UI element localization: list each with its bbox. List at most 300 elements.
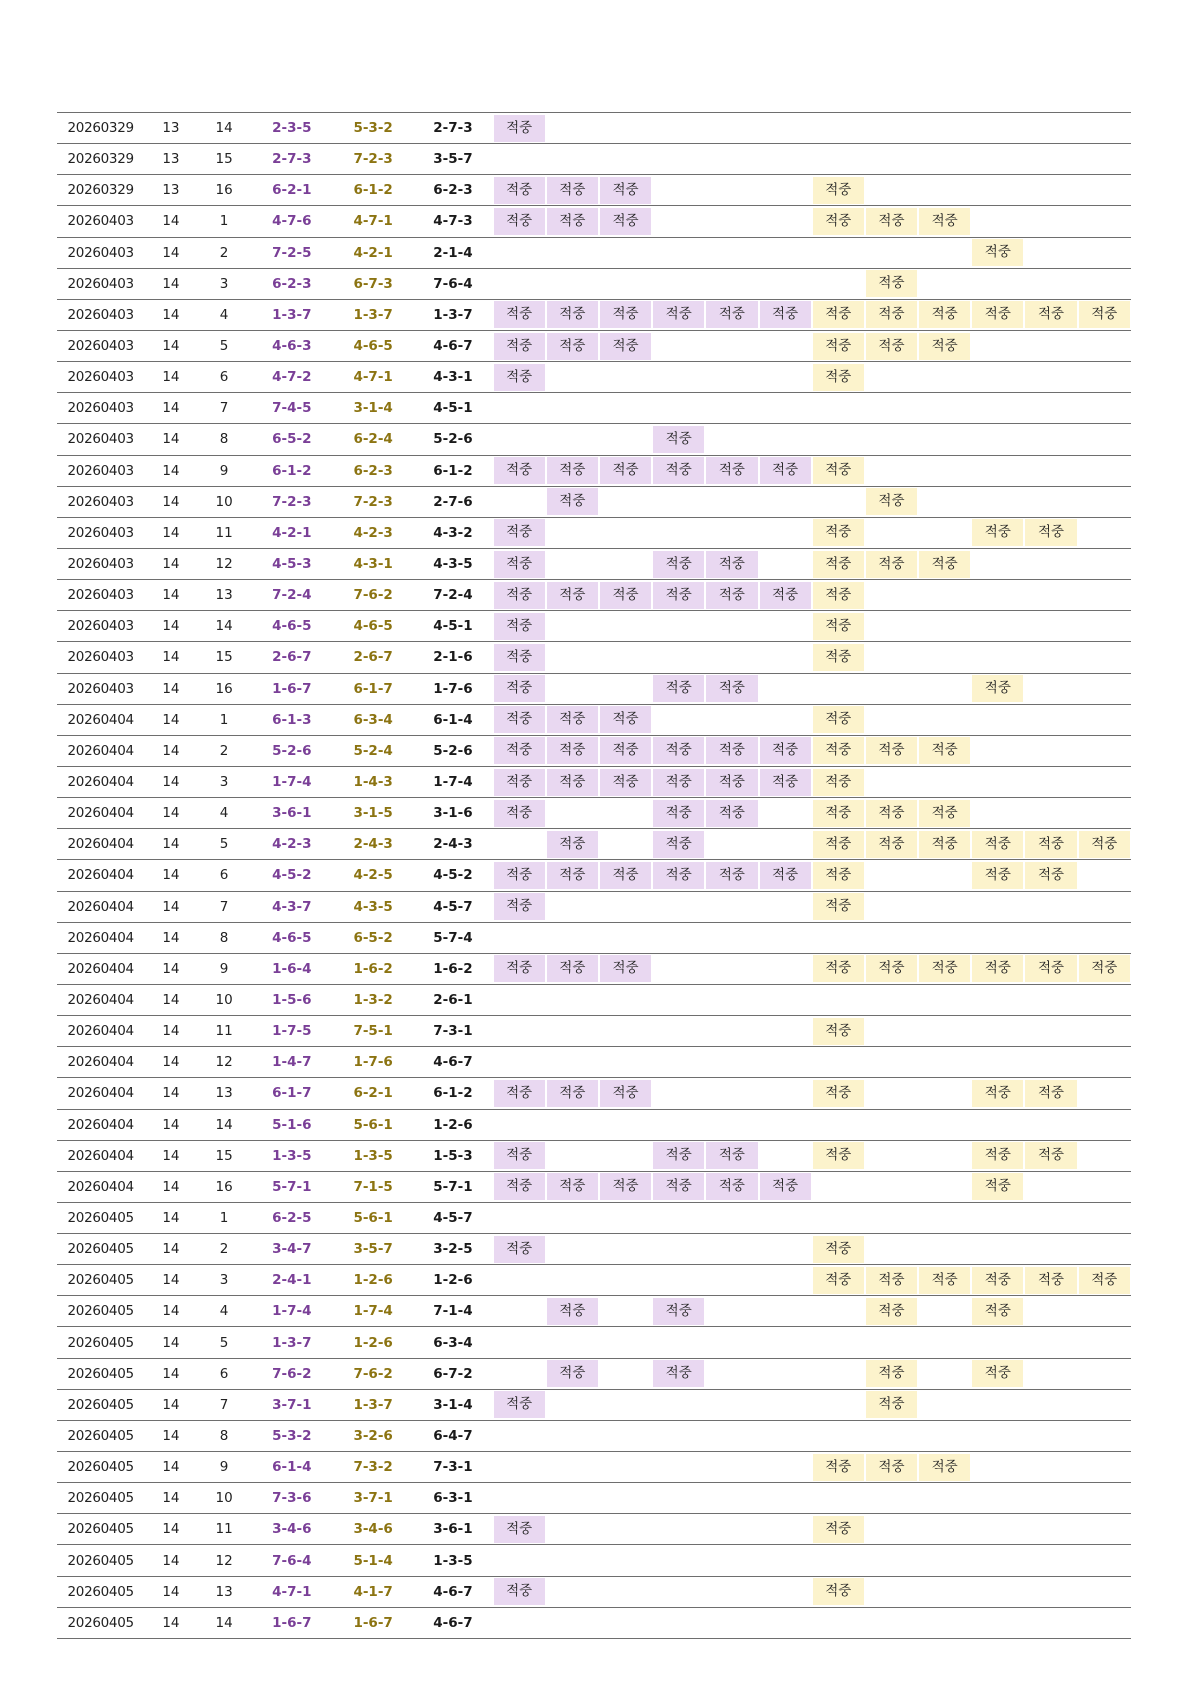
hit-cell xyxy=(1078,206,1131,237)
hit-cell xyxy=(599,517,652,548)
hit-cell xyxy=(971,486,1024,517)
table-row xyxy=(57,1296,1131,1327)
combo-b-cell: 4-2-1 xyxy=(333,237,413,268)
round-cell: 14 xyxy=(144,673,197,704)
hit-cell xyxy=(759,268,812,299)
hit-cell xyxy=(1024,1545,1077,1576)
hit-badge: 적중 xyxy=(866,1360,917,1387)
hit-cell xyxy=(546,237,599,268)
hit-badge: 적중 xyxy=(760,737,811,764)
hit-cell xyxy=(759,424,812,455)
hit-cell xyxy=(599,1576,652,1607)
date-cell: 20260404 xyxy=(57,735,144,766)
hit-cell xyxy=(1024,486,1077,517)
hit-cell xyxy=(971,580,1024,611)
hit-cell xyxy=(493,1234,546,1265)
hit-badge: 적중 xyxy=(494,115,545,142)
date-cell: 20260404 xyxy=(57,922,144,953)
hit-badge: 적중 xyxy=(494,301,545,328)
hit-cell xyxy=(1078,1420,1131,1451)
hit-cell xyxy=(546,1420,599,1451)
hit-cell xyxy=(599,175,652,206)
combo-a-cell: 5-1-6 xyxy=(251,1109,333,1140)
hit-cell xyxy=(865,1234,918,1265)
combo-a-cell: 5-7-1 xyxy=(251,1171,333,1202)
hit-cell xyxy=(865,953,918,984)
table-row xyxy=(57,953,1131,984)
hit-cell xyxy=(1078,175,1131,206)
hit-badge: 적중 xyxy=(600,737,651,764)
combo-b-cell: 1-3-7 xyxy=(333,1389,413,1420)
hit-badge: 적중 xyxy=(494,862,545,889)
hit-cell xyxy=(652,206,705,237)
hit-cell xyxy=(546,1576,599,1607)
combo-b-cell: 5-6-1 xyxy=(333,1109,413,1140)
hit-badge: 적중 xyxy=(653,1142,704,1169)
hit-cell xyxy=(705,206,758,237)
table-row xyxy=(57,299,1131,330)
hit-cell xyxy=(918,1140,971,1171)
hit-cell xyxy=(812,673,865,704)
hit-cell xyxy=(546,548,599,579)
hit-cell xyxy=(1078,766,1131,797)
hit-cell xyxy=(918,673,971,704)
hit-cell xyxy=(865,1389,918,1420)
hit-cell xyxy=(812,1078,865,1109)
table-row xyxy=(57,113,1131,144)
hit-cell xyxy=(971,1514,1024,1545)
round-cell: 14 xyxy=(144,1078,197,1109)
hit-cell xyxy=(759,299,812,330)
combo-a-cell: 1-7-4 xyxy=(251,1296,333,1327)
hit-cell xyxy=(599,829,652,860)
hit-cell xyxy=(493,330,546,361)
hit-cell xyxy=(705,1234,758,1265)
hit-cell xyxy=(652,299,705,330)
hit-cell xyxy=(705,984,758,1015)
hit-badge: 적중 xyxy=(494,955,545,982)
hit-cell xyxy=(599,393,652,424)
hit-cell xyxy=(652,175,705,206)
hit-cell xyxy=(812,113,865,144)
hit-badge: 적중 xyxy=(972,1173,1023,1200)
race-cell: 4 xyxy=(198,1296,251,1327)
hit-cell xyxy=(599,1265,652,1296)
hit-cell xyxy=(759,1576,812,1607)
date-cell: 20260403 xyxy=(57,268,144,299)
combo-a-cell: 1-3-7 xyxy=(251,1327,333,1358)
hit-cell xyxy=(865,330,918,361)
hit-cell xyxy=(759,798,812,829)
combo-a-cell: 2-7-3 xyxy=(251,144,333,175)
hit-cell xyxy=(812,829,865,860)
hit-cell xyxy=(759,393,812,424)
hit-cell xyxy=(652,330,705,361)
table-row xyxy=(57,1078,1131,1109)
table-row xyxy=(57,1140,1131,1171)
hit-cell xyxy=(812,1514,865,1545)
hit-cell xyxy=(493,1514,546,1545)
hit-cell xyxy=(546,1545,599,1576)
hit-badge: 적중 xyxy=(706,582,757,609)
hit-cell xyxy=(865,642,918,673)
hit-cell xyxy=(652,984,705,1015)
hit-badge: 적중 xyxy=(494,551,545,578)
hit-cell xyxy=(493,984,546,1015)
hit-cell xyxy=(971,1420,1024,1451)
hit-cell xyxy=(812,953,865,984)
hit-cell xyxy=(971,735,1024,766)
hit-cell xyxy=(652,1171,705,1202)
hit-cell xyxy=(652,1545,705,1576)
hit-cell xyxy=(652,735,705,766)
hit-cell xyxy=(971,1171,1024,1202)
hit-cell xyxy=(1024,891,1077,922)
hit-cell xyxy=(599,1234,652,1265)
table-row xyxy=(57,206,1131,237)
hit-cell xyxy=(1024,953,1077,984)
hit-badge: 적중 xyxy=(813,831,864,858)
hit-cell xyxy=(652,455,705,486)
hit-cell xyxy=(812,330,865,361)
hit-cell xyxy=(652,1358,705,1389)
combo-b-cell: 3-1-5 xyxy=(333,798,413,829)
combo-a-cell: 6-1-3 xyxy=(251,704,333,735)
hit-cell xyxy=(812,1545,865,1576)
combo-b-cell: 6-3-4 xyxy=(333,704,413,735)
hit-cell xyxy=(1024,237,1077,268)
hit-cell xyxy=(971,206,1024,237)
date-cell: 20260405 xyxy=(57,1576,144,1607)
hit-cell xyxy=(1078,1483,1131,1514)
hit-cell xyxy=(652,1265,705,1296)
hit-cell xyxy=(599,1514,652,1545)
hit-badge: 적중 xyxy=(813,644,864,671)
hit-cell xyxy=(599,1452,652,1483)
hit-cell xyxy=(918,798,971,829)
hit-cell xyxy=(1024,1389,1077,1420)
combo-c-cell: 4-3-5 xyxy=(413,548,492,579)
table-row xyxy=(57,1452,1131,1483)
hit-badge: 적중 xyxy=(760,301,811,328)
hit-cell xyxy=(546,424,599,455)
table-row xyxy=(57,1483,1131,1514)
hit-cell xyxy=(652,1389,705,1420)
hit-cell xyxy=(971,1452,1024,1483)
hit-cell xyxy=(918,455,971,486)
combo-a-cell: 1-5-6 xyxy=(251,984,333,1015)
hit-badge: 적중 xyxy=(1025,1142,1076,1169)
hit-cell xyxy=(546,1234,599,1265)
hit-cell xyxy=(599,1171,652,1202)
hit-badge: 적중 xyxy=(1079,301,1130,328)
table-row xyxy=(57,704,1131,735)
hit-cell xyxy=(812,1389,865,1420)
hit-cell xyxy=(705,1389,758,1420)
hit-cell xyxy=(918,517,971,548)
hit-cell xyxy=(705,1420,758,1451)
hit-cell xyxy=(865,1452,918,1483)
hit-cell xyxy=(652,673,705,704)
round-cell: 14 xyxy=(144,517,197,548)
hit-badge: 적중 xyxy=(972,239,1023,266)
hit-cell xyxy=(918,922,971,953)
table-row xyxy=(57,424,1131,455)
combo-a-cell: 4-7-1 xyxy=(251,1576,333,1607)
hit-badge: 적중 xyxy=(813,582,864,609)
hit-cell xyxy=(652,1327,705,1358)
hit-cell xyxy=(865,517,918,548)
hit-cell xyxy=(652,922,705,953)
hit-badge: 적중 xyxy=(653,1173,704,1200)
hit-cell xyxy=(971,1202,1024,1233)
hit-cell xyxy=(1024,860,1077,891)
hit-cell xyxy=(918,1452,971,1483)
hit-cell xyxy=(493,1016,546,1047)
hit-cell xyxy=(759,362,812,393)
hit-cell xyxy=(599,891,652,922)
hit-cell xyxy=(865,206,918,237)
hit-cell xyxy=(546,922,599,953)
hit-cell xyxy=(971,1234,1024,1265)
combo-a-cell: 6-1-2 xyxy=(251,455,333,486)
hit-cell xyxy=(865,891,918,922)
combo-b-cell: 7-2-3 xyxy=(333,144,413,175)
hit-badge: 적중 xyxy=(813,1018,864,1045)
hit-cell xyxy=(865,1109,918,1140)
hit-cell xyxy=(918,1171,971,1202)
combo-b-cell: 7-3-2 xyxy=(333,1452,413,1483)
round-cell: 14 xyxy=(144,1576,197,1607)
date-cell: 20260404 xyxy=(57,704,144,735)
hit-badge: 적중 xyxy=(760,582,811,609)
hit-badge: 적중 xyxy=(813,893,864,920)
hit-cell xyxy=(1078,580,1131,611)
hit-badge: 적중 xyxy=(600,706,651,733)
hit-badge: 적중 xyxy=(760,1173,811,1200)
hit-cell xyxy=(1024,611,1077,642)
hit-badge: 적중 xyxy=(706,301,757,328)
hit-badge: 적중 xyxy=(760,457,811,484)
hit-badge: 적중 xyxy=(972,1142,1023,1169)
hit-badge: 적중 xyxy=(972,1080,1023,1107)
hit-badge: 적중 xyxy=(813,1267,864,1294)
table-row xyxy=(57,1202,1131,1233)
combo-b-cell: 3-4-6 xyxy=(333,1514,413,1545)
hit-cell xyxy=(918,206,971,237)
hit-cell xyxy=(865,798,918,829)
round-cell: 14 xyxy=(144,1234,197,1265)
hit-cell xyxy=(1078,330,1131,361)
hit-badge: 적중 xyxy=(547,1173,598,1200)
hit-cell xyxy=(759,642,812,673)
hit-cell xyxy=(493,1296,546,1327)
hit-badge: 적중 xyxy=(866,955,917,982)
table-row xyxy=(57,642,1131,673)
hit-cell xyxy=(1078,1327,1131,1358)
hit-cell xyxy=(599,1016,652,1047)
hit-cell xyxy=(918,1265,971,1296)
hit-cell xyxy=(705,1202,758,1233)
hit-cell xyxy=(759,175,812,206)
combo-b-cell: 1-2-6 xyxy=(333,1265,413,1296)
hit-cell xyxy=(812,1140,865,1171)
round-cell: 14 xyxy=(144,984,197,1015)
date-cell: 20260403 xyxy=(57,330,144,361)
hit-cell xyxy=(759,1452,812,1483)
hit-cell xyxy=(652,393,705,424)
hit-badge: 적중 xyxy=(547,488,598,515)
hit-badge: 적중 xyxy=(494,1173,545,1200)
table-row xyxy=(57,922,1131,953)
hit-cell xyxy=(705,891,758,922)
hit-cell xyxy=(493,517,546,548)
race-cell: 3 xyxy=(198,268,251,299)
hit-badge: 적중 xyxy=(653,769,704,796)
hit-cell xyxy=(971,1389,1024,1420)
hit-badge: 적중 xyxy=(919,1267,970,1294)
hit-cell xyxy=(546,1483,599,1514)
hit-cell xyxy=(1078,860,1131,891)
hit-cell xyxy=(1024,1109,1077,1140)
hit-cell xyxy=(1078,1576,1131,1607)
race-cell: 5 xyxy=(198,1327,251,1358)
hit-cell xyxy=(652,891,705,922)
hit-cell xyxy=(918,1109,971,1140)
hit-cell xyxy=(812,984,865,1015)
hit-cell xyxy=(1078,1109,1131,1140)
hit-cell xyxy=(599,548,652,579)
hit-badge: 적중 xyxy=(813,551,864,578)
hit-cell xyxy=(1024,1234,1077,1265)
race-cell: 9 xyxy=(198,455,251,486)
hit-badge: 적중 xyxy=(706,1173,757,1200)
hit-cell xyxy=(493,611,546,642)
hit-badge: 적중 xyxy=(600,177,651,204)
hit-cell xyxy=(493,829,546,860)
combo-a-cell: 4-5-3 xyxy=(251,548,333,579)
combo-a-cell: 3-4-6 xyxy=(251,1514,333,1545)
combo-b-cell: 6-2-1 xyxy=(333,1078,413,1109)
hit-cell xyxy=(493,206,546,237)
hit-cell xyxy=(918,1358,971,1389)
combo-b-cell: 6-2-3 xyxy=(333,455,413,486)
hit-cell xyxy=(971,1483,1024,1514)
hit-cell xyxy=(918,1296,971,1327)
hit-cell xyxy=(759,1047,812,1078)
hit-cell xyxy=(759,673,812,704)
hit-cell xyxy=(865,1576,918,1607)
hit-cell xyxy=(971,517,1024,548)
race-cell: 15 xyxy=(198,1140,251,1171)
combo-c-cell: 3-1-4 xyxy=(413,1389,492,1420)
hit-cell xyxy=(918,580,971,611)
hit-badge: 적중 xyxy=(494,333,545,360)
race-cell: 14 xyxy=(198,1607,251,1638)
hit-cell xyxy=(812,922,865,953)
hit-cell xyxy=(918,860,971,891)
race-cell: 16 xyxy=(198,673,251,704)
hit-cell xyxy=(812,1607,865,1638)
hit-cell xyxy=(865,548,918,579)
hit-cell xyxy=(812,1234,865,1265)
hit-badge: 적중 xyxy=(813,1578,864,1605)
hit-cell xyxy=(918,548,971,579)
combo-c-cell: 6-1-2 xyxy=(413,455,492,486)
hit-cell xyxy=(705,1296,758,1327)
hit-cell xyxy=(546,1607,599,1638)
hit-cell xyxy=(599,1420,652,1451)
hit-badge: 적중 xyxy=(547,301,598,328)
hit-cell xyxy=(759,113,812,144)
hit-cell xyxy=(546,175,599,206)
hit-badge: 적중 xyxy=(866,1454,917,1481)
hit-badge: 적중 xyxy=(866,208,917,235)
hit-cell xyxy=(1078,984,1131,1015)
hit-cell xyxy=(1078,268,1131,299)
combo-c-cell: 1-6-2 xyxy=(413,953,492,984)
combo-a-cell: 6-5-2 xyxy=(251,424,333,455)
hit-cell xyxy=(971,113,1024,144)
hit-cell xyxy=(705,611,758,642)
table-row xyxy=(57,1358,1131,1389)
combo-b-cell: 6-5-2 xyxy=(333,922,413,953)
hit-badge: 적중 xyxy=(813,177,864,204)
round-cell: 14 xyxy=(144,1109,197,1140)
hit-badge: 적중 xyxy=(653,831,704,858)
round-cell: 14 xyxy=(144,1327,197,1358)
hit-badge: 적중 xyxy=(813,613,864,640)
hit-cell xyxy=(971,673,1024,704)
hit-cell xyxy=(971,829,1024,860)
combo-b-cell: 5-6-1 xyxy=(333,1202,413,1233)
round-cell: 14 xyxy=(144,1047,197,1078)
hit-cell xyxy=(812,237,865,268)
hit-cell xyxy=(971,1047,1024,1078)
hit-badge: 적중 xyxy=(813,208,864,235)
combo-b-cell: 5-2-4 xyxy=(333,735,413,766)
combo-b-cell: 3-2-6 xyxy=(333,1420,413,1451)
hit-cell xyxy=(918,1202,971,1233)
combo-a-cell: 1-3-5 xyxy=(251,1140,333,1171)
hit-badge: 적중 xyxy=(813,364,864,391)
combo-c-cell: 4-5-2 xyxy=(413,860,492,891)
hit-badge: 적중 xyxy=(1079,831,1130,858)
hit-cell xyxy=(705,1047,758,1078)
table-row xyxy=(57,580,1131,611)
table-row xyxy=(57,455,1131,486)
hit-cell xyxy=(652,1016,705,1047)
hit-cell xyxy=(705,1016,758,1047)
hit-cell xyxy=(812,766,865,797)
table-row xyxy=(57,1016,1131,1047)
hit-cell xyxy=(546,735,599,766)
combo-a-cell: 4-5-2 xyxy=(251,860,333,891)
combo-c-cell: 4-5-1 xyxy=(413,611,492,642)
race-cell: 15 xyxy=(198,642,251,673)
hit-cell xyxy=(493,268,546,299)
hit-badge: 적중 xyxy=(600,208,651,235)
hit-cell xyxy=(971,984,1024,1015)
hit-cell xyxy=(652,1296,705,1327)
combo-a-cell: 5-2-6 xyxy=(251,735,333,766)
race-cell: 2 xyxy=(198,735,251,766)
hit-cell xyxy=(812,1265,865,1296)
hit-cell xyxy=(493,1420,546,1451)
hit-cell xyxy=(493,1545,546,1576)
hit-cell xyxy=(1078,237,1131,268)
hit-cell xyxy=(705,1483,758,1514)
